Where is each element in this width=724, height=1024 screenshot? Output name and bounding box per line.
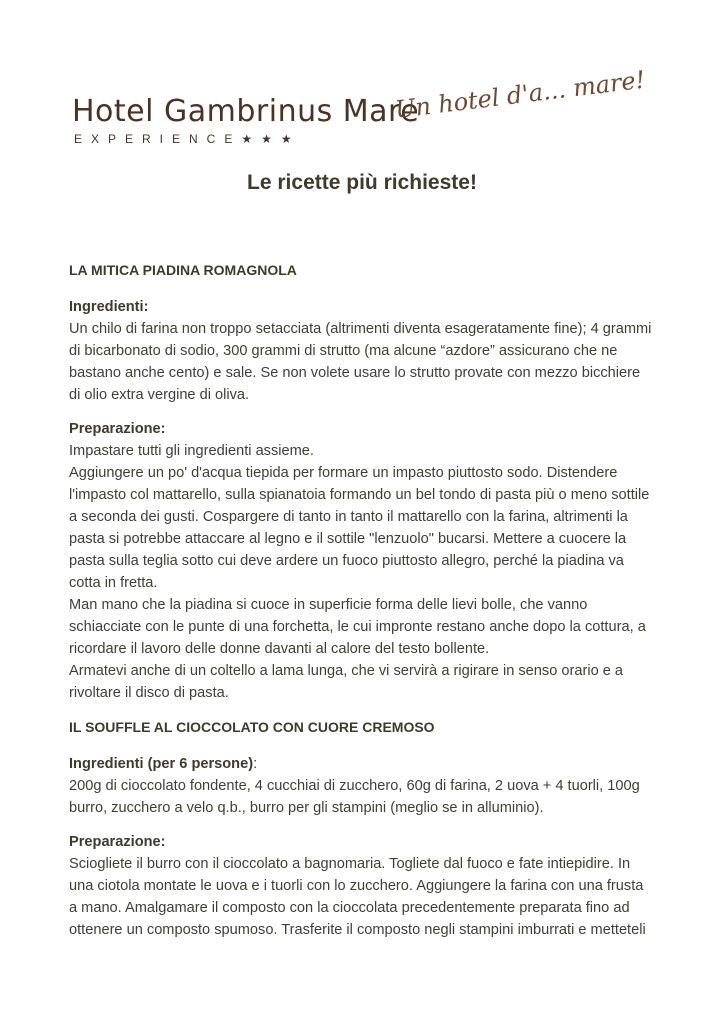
recipe-ingredients-souffle (69, 753, 659, 819)
text-line: bastano anche cento) e sale. Se non volete usare lo strutto provate con mezzo bicchiere (69, 365, 641, 381)
recipe-preparation-piadina (69, 418, 659, 704)
recipe-ingredients-piadina (69, 296, 659, 406)
logo-slogan: Un hotel d'a... mare! (393, 65, 647, 124)
text-line: ricordare il lavoro delle donne davanti al calore del testo bollente. (69, 641, 490, 657)
text-line: pasta si potrebbe attaccare al legno e il sottile "lenzuolo" bucarsi. Mettere a cuocere la (69, 531, 627, 547)
text-line: Un chilo di farina non troppo setacciata (altrimenti diventa esageratamente fine); 4 grammi (69, 321, 652, 337)
text-line: ottenere un composto spumoso. Trasferite il composto negli stampini imburrati e metteteli (69, 922, 646, 938)
ingredients-label: Ingredienti (per 6 persone) (69, 756, 254, 772)
text-line: pasta sulla teglia sotto cui deve ardere un fuoco piuttosto allegro, perché la piadina va (69, 553, 624, 569)
page-title: Le ricette più richieste! (247, 171, 477, 194)
text-line: di olio extra vergine di oliva. (69, 387, 250, 403)
logo-hotel-name: Hotel Gambrinus Mare (72, 94, 420, 129)
ingredients-label-suffix: : (253, 756, 258, 772)
recipe-title-souffle: IL SOUFFLE AL CIOCCOLATO CON CUORE CREMOSO (69, 719, 435, 735)
ingredients-label-line (69, 753, 659, 775)
text-line: l'impasto col mattarello, sulla spianatoia formando un bel tondo di pasta più o meno sottile (69, 487, 650, 503)
text-line: Man mano che la piadina si cuoce in superficie forma delle lievi bolle, che vanno (69, 597, 588, 613)
text-line: burro, zucchero a velo q.b., burro per gli stampini (meglio se in alluminio). (69, 800, 544, 816)
recipes-content (69, 259, 659, 953)
hotel-logo (72, 65, 647, 154)
logo-experience-subtitle: EXPERIENCE★★★ (74, 132, 301, 146)
preparation-label: Preparazione: (69, 421, 166, 437)
text-line: Impastare tutti gli ingredienti assieme. (69, 443, 314, 459)
text-line: a seconda dei gusti. Cospargere di tanto in tanto il mattarello con la farina, altrimenti la (69, 509, 628, 525)
text-line: Sciogliete il burro con il cioccolato a bagnomaria. Togliete dal fuoco e fate intiepidire. In (69, 856, 631, 872)
text-line: rivoltare il disco di pasta. (69, 685, 229, 701)
text-line: schiacciate con le punte di una forchetta, le cui impronte restano anche dopo la cottura, a (69, 619, 646, 635)
text-line: Aggiungere un po' d'acqua tiepida per formare un impasto piuttosto sodo. Distendere (69, 465, 618, 481)
text-line: cotta in fretta. (69, 575, 158, 591)
text-line: di bicarbonato di sodio, 300 grammi di strutto (ma alcune “azdore” assicurano che ne (69, 343, 618, 359)
recipe-preparation-souffle (69, 831, 659, 941)
recipe-title-piadina: LA MITICA PIADINA ROMAGNOLA (69, 262, 297, 278)
text-line: una ciotola montate le uova e i tuorli con lo zucchero. Aggiungere la farina con una frusta (69, 878, 644, 894)
text-line: 200g di cioccolato fondente, 4 cucchiai di zucchero, 60g di farina, 2 uova + 4 tuorli, 100g (69, 778, 640, 794)
text-line: a mano. Amalgamare il composto con la cioccolata precedentemente preparata fino ad (69, 900, 630, 916)
text-line: Armatevi anche di un coltello a lama lunga, che vi servirà a rigirare in senso orario e a (69, 663, 624, 679)
ingredients-label: Ingredienti: (69, 299, 149, 315)
preparation-label: Preparazione: (69, 834, 166, 850)
